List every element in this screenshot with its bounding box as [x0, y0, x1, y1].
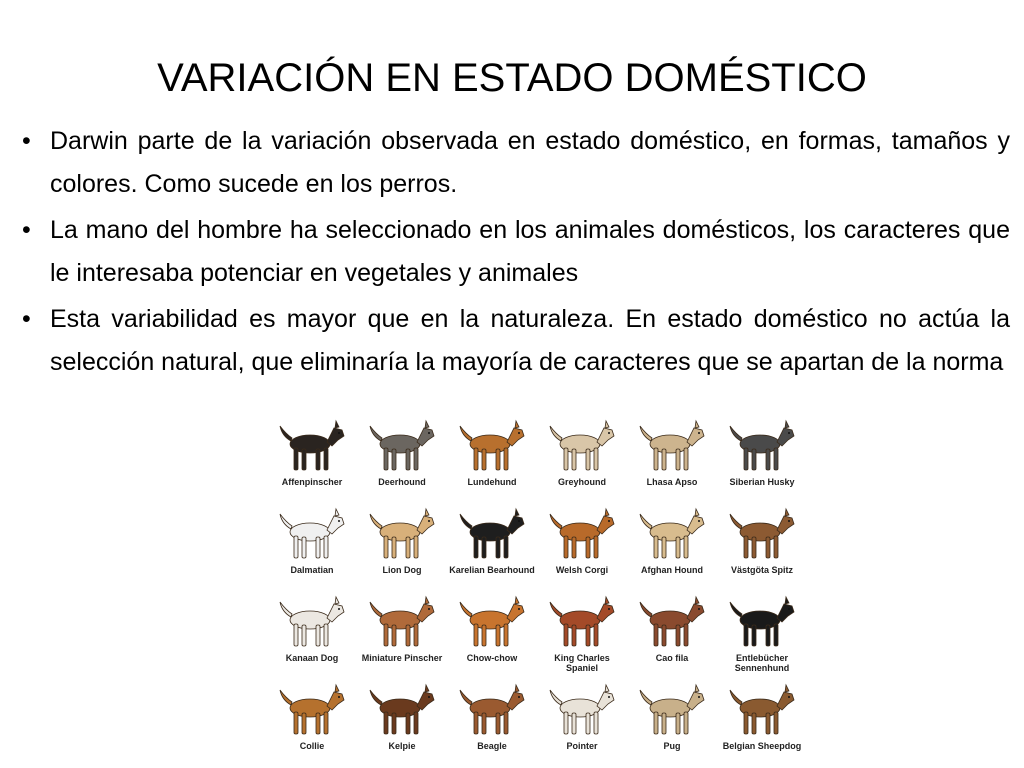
bullet-text: La mano del hombre ha seleccionado en los animales domésticos, los caracteres que le interesaba potenciar en vegetales y animales [50, 216, 1010, 287]
dog-figure [538, 678, 626, 751]
dog-icon [272, 414, 352, 476]
dog-breeds-illustration [268, 414, 802, 768]
dog-breed-label: Affenpinscher [281, 477, 343, 487]
bullet-list [20, 120, 1010, 387]
dog-icon [722, 678, 802, 740]
dog-icon [362, 414, 442, 476]
dog-breed-label: Afghan Hound [641, 565, 703, 575]
dog-breed-label: Beagle [477, 741, 507, 751]
dog-icon [362, 502, 442, 564]
dog-icon [722, 502, 802, 564]
dog-figure [628, 590, 716, 663]
bullet-glyph: • [22, 216, 31, 244]
dog-breed-label: Welsh Corgi [555, 565, 609, 575]
dog-figure [718, 414, 806, 487]
dog-icon [542, 678, 622, 740]
dog-icon [452, 590, 532, 652]
dog-breed-label: Siberian Husky [729, 477, 795, 487]
dog-figure [448, 590, 536, 663]
dog-figure [358, 678, 446, 751]
dog-breed-label: Pug [663, 741, 681, 751]
dog-icon [542, 590, 622, 652]
dog-breed-label: Lion Dog [382, 565, 422, 575]
dog-figure [448, 678, 536, 751]
dog-figure [448, 502, 536, 575]
bullet-item [20, 298, 1010, 384]
dog-figure [538, 414, 626, 487]
dog-breed-label: Karelian Bearhound [449, 565, 535, 575]
dog-figure [268, 590, 356, 663]
dog-figure [358, 502, 446, 575]
dog-icon [632, 414, 712, 476]
dog-figure [358, 414, 446, 487]
dog-icon [452, 414, 532, 476]
dog-breed-label: Dalmatian [290, 565, 334, 575]
dog-breed-label: Kelpie [388, 741, 416, 751]
dog-breed-label: Kanaan Dog [285, 653, 339, 663]
dog-figure [718, 590, 806, 673]
dog-figure [268, 414, 356, 487]
dog-breed-label: Cao fila [655, 653, 689, 663]
dog-icon [452, 502, 532, 564]
dog-figure [628, 678, 716, 751]
dog-figure [268, 502, 356, 575]
dog-icon [272, 502, 352, 564]
bullet-item [20, 120, 1010, 206]
bullet-glyph: • [22, 305, 31, 333]
dog-figure [628, 414, 716, 487]
dog-icon [452, 678, 532, 740]
dog-figure [268, 678, 356, 751]
dog-icon [632, 502, 712, 564]
dog-figure [628, 502, 716, 575]
dog-figure [448, 414, 536, 487]
dog-breed-label: Entlebücher Sennenhund [734, 653, 790, 673]
dog-figure [718, 502, 806, 575]
dog-icon [632, 590, 712, 652]
dog-figure [718, 678, 806, 751]
bullet-glyph: • [22, 127, 31, 155]
dog-icon [272, 678, 352, 740]
bullet-text: Darwin parte de la variación observada en estado doméstico, en formas, tamaños y colores. Como sucede en los perros. [50, 127, 1010, 198]
dog-figure [538, 502, 626, 575]
dog-breed-label: King Charles Spaniel [554, 653, 610, 673]
dog-breed-label: Belgian Sheepdog [722, 741, 802, 751]
dog-figure [358, 590, 446, 663]
slide-title: VARIACIÓN EN ESTADO DOMÉSTICO [157, 56, 867, 100]
dog-breed-label: Chow-chow [466, 653, 518, 663]
bullet-text: Esta variabilidad es mayor que en la naturaleza. En estado doméstico no actúa la selección natural, que eliminaría la mayoría de caracteres que se apartan de la norma [50, 305, 1010, 376]
dog-breed-label: Västgöta Spitz [730, 565, 793, 575]
dog-icon [272, 590, 352, 652]
dog-figure [538, 590, 626, 673]
dog-breed-label: Greyhound [557, 477, 606, 487]
dog-icon [632, 678, 712, 740]
dog-icon [362, 590, 442, 652]
dog-breed-label: Miniature Pinscher [361, 653, 443, 663]
dog-icon [542, 502, 622, 564]
bullet-item [20, 209, 1010, 295]
dog-breed-label: Collie [299, 741, 325, 751]
dog-breed-label: Deerhound [378, 477, 426, 487]
dog-icon [542, 414, 622, 476]
dog-icon [722, 590, 802, 652]
dog-icon [722, 414, 802, 476]
dog-icon [362, 678, 442, 740]
dog-breed-label: Lhasa Apso [646, 477, 698, 487]
dog-breed-label: Pointer [566, 741, 598, 751]
dog-breed-label: Lundehund [467, 477, 517, 487]
